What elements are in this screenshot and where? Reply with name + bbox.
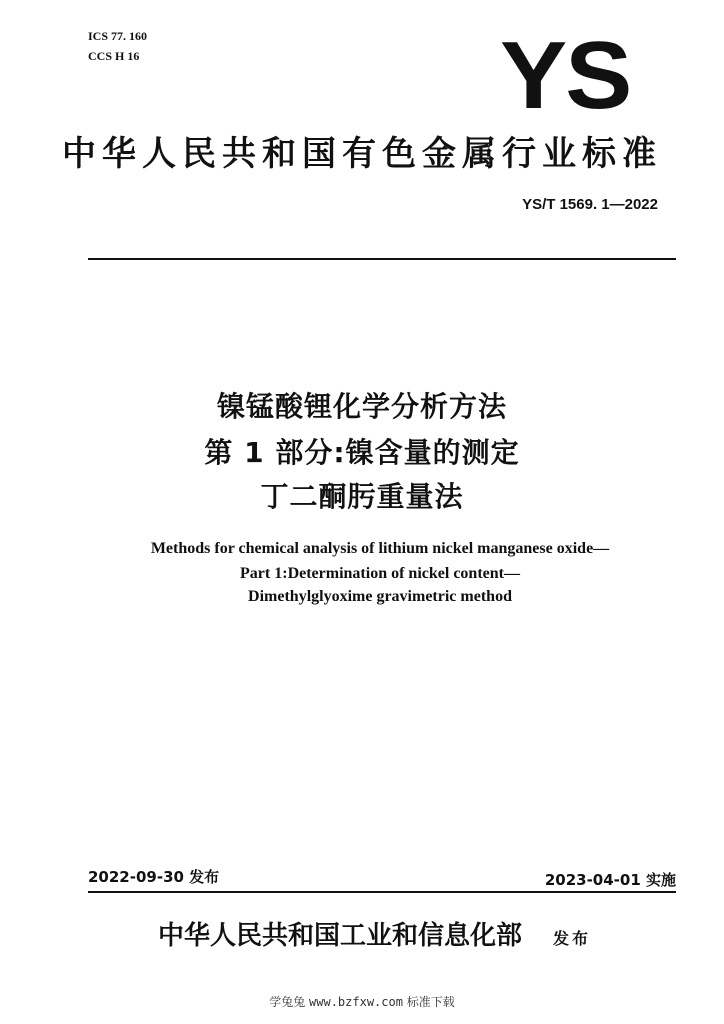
title-en-line3: Dimethylglyoxime gravimetric method — [248, 588, 512, 605]
footer-watermark — [0, 994, 724, 1010]
title-cn-line2: 第 1 部分:镍含量的测定 — [204, 436, 520, 469]
title-cn-line3: 丁二酮肟重量法 — [260, 480, 464, 513]
footer-suffix: 标准下载 — [406, 995, 455, 1009]
industry-standard-title: 中华人民共和国有色金属行业标准 — [62, 134, 662, 174]
ys-logo: YS — [500, 22, 631, 129]
implementation-date: 2023-04-01 实施 — [544, 871, 676, 889]
issuing-authority: 中华人民共和国工业和信息化部 — [158, 921, 523, 951]
ccs-code: CCS H 16 — [88, 49, 140, 63]
bottom-divider — [88, 891, 676, 893]
footer-prefix: 学兔兔 — [269, 995, 306, 1009]
title-en-line1: Methods for chemical analysis of lithium nickel manganese oxide— — [150, 540, 610, 557]
ics-code: ICS 77. 160 — [88, 29, 148, 43]
top-divider — [88, 258, 676, 260]
issue-date: 2022-09-30 发布 — [88, 868, 220, 886]
standard-number: YS/T 1569. 1—2022 — [522, 196, 658, 213]
title-cn-line1: 镍锰酸锂化学分析方法 — [216, 390, 507, 423]
issue-label: 发布 — [553, 929, 592, 948]
title-en-line2: Part 1:Determination of nickel content— — [240, 565, 520, 582]
footer-url-link[interactable]: www.bzfxw.com — [309, 995, 403, 1009]
